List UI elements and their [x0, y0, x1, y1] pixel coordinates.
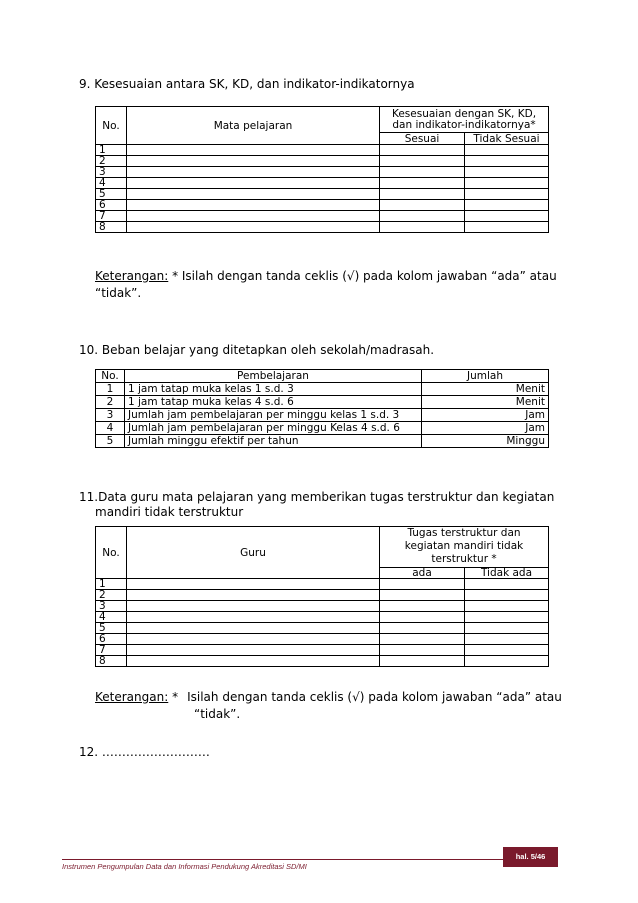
- section-10-title: 10. Beban belajar yang ditetapkan oleh sekolah/madrasah.: [79, 343, 435, 357]
- table-row: 1: [96, 579, 549, 590]
- task-header-teacher: Guru: [127, 527, 380, 579]
- load-header-no: No.: [96, 370, 125, 383]
- footer-document-title: Instrumen Pengumpulan Data dan Informasi Pendukung Akreditasi SD/MI: [62, 862, 307, 871]
- table-row: 6: [96, 200, 549, 211]
- footer-divider: [62, 859, 558, 860]
- table-row: 8: [96, 656, 549, 667]
- note-label: Keterangan:: [95, 690, 169, 704]
- table-row: 4 Jumlah jam pembelajaran per minggu Kelas 4 s.d. 6 Jam: [96, 422, 549, 435]
- load-header-item: Pembelajaran: [125, 370, 422, 383]
- table-row: 2: [96, 590, 549, 601]
- task-header-none: Tidak ada: [465, 567, 549, 578]
- table-row: 2 1 jam tatap muka kelas 4 s.d. 6 Menit: [96, 396, 549, 409]
- table-row: 1 1 jam tatap muka kelas 1 s.d. 3 Menit: [96, 383, 549, 396]
- table-row: 6: [96, 634, 549, 645]
- table-row: 4: [96, 612, 549, 623]
- load-header-total: Jumlah: [422, 370, 549, 383]
- section-9-title: 9. Kesesuaian antara SK, KD, dan indikator-indikatornya: [79, 77, 415, 91]
- table-row: 2: [96, 156, 549, 167]
- page-number-badge: hal. 5/46: [503, 847, 558, 867]
- section-9-note: Keterangan: * Isilah dengan tanda ceklis (√) pada kolom jawaban “ada” atau “tidak”.: [95, 269, 557, 300]
- table-row: 1: [96, 145, 549, 156]
- conformity-header-no: No.: [96, 107, 127, 145]
- conformity-header-yes: Sesuai: [380, 133, 465, 145]
- conformity-header-match: Kesesuaian dengan SK, KD, dan indikator-indikatornya*: [380, 107, 549, 133]
- table-row: 7: [96, 211, 549, 222]
- conformity-header-no-match: Tidak Sesuai: [465, 133, 549, 145]
- table-row: 5: [96, 189, 549, 200]
- table-row: 7: [96, 645, 549, 656]
- table-row: 3: [96, 601, 549, 612]
- table-row: 8: [96, 222, 549, 233]
- task-header-no: No.: [96, 527, 127, 579]
- section-12-title: 12. ………………………: [79, 745, 210, 759]
- task-header-yes: ada: [380, 567, 465, 578]
- table-row: 5 Jumlah minggu efektif per tahun Minggu: [96, 435, 549, 448]
- task-header-task: Tugas terstruktur dan kegiatan mandiri tidak terstruktur *: [380, 527, 549, 568]
- section-11-note: Keterangan: * Isilah dengan tanda ceklis (√) pada kolom jawaban “ada” atau “tidak”.: [95, 690, 562, 721]
- conformity-header-subject: Mata pelajaran: [127, 107, 380, 145]
- table-row: 4: [96, 178, 549, 189]
- table-row: 5: [96, 623, 549, 634]
- table-row: 3 Jumlah jam pembelajaran per minggu kelas 1 s.d. 3 Jam: [96, 409, 549, 422]
- table-row: 3: [96, 167, 549, 178]
- section-11-title: 11.Data guru mata pelajaran yang memberikan tugas terstruktur dan kegiatan mandiri tidak terstruktur: [79, 490, 555, 519]
- study-load-table: [95, 369, 549, 448]
- note-label: Keterangan:: [95, 269, 169, 283]
- conformity-table: [95, 106, 549, 233]
- teacher-task-table: [95, 526, 549, 667]
